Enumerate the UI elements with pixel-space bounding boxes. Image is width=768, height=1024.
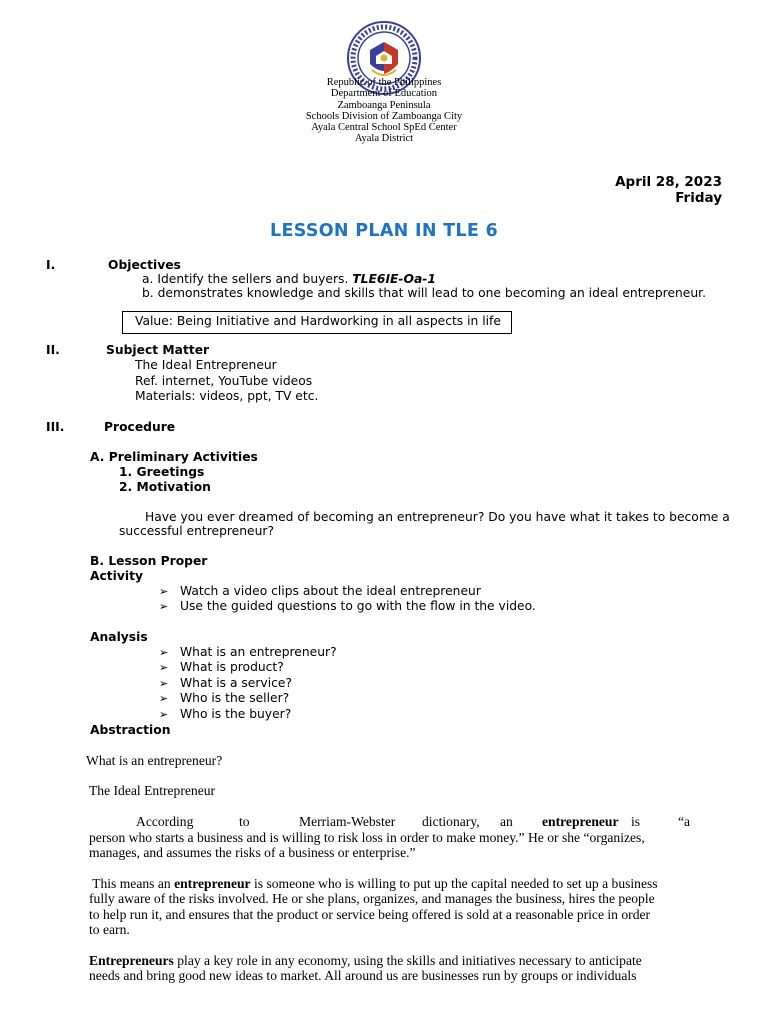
word: dictionary, (422, 814, 480, 829)
header-line: Ayala Central School SpEd Center (311, 122, 457, 134)
list-item: What is product? (180, 660, 284, 674)
section-number: II. (46, 343, 60, 357)
list-item: What is a service? (180, 676, 292, 690)
abstraction-heading: Abstraction (90, 723, 171, 737)
arrow-bullet-icon: ➢ (159, 708, 169, 721)
word: is (631, 814, 641, 829)
activity-heading: Activity (90, 569, 144, 583)
analysis-heading: Analysis (90, 630, 148, 644)
paragraph-line: fully aware of the risks involved. He or she plans, organizes, and manages the business, hires the people (89, 891, 655, 906)
header-line: Schools Division of Zamboanga City (305, 110, 463, 122)
paragraph-line: to earn. (89, 922, 130, 937)
header-line: Ayala District (354, 133, 414, 145)
arrow-bullet-icon: ➢ (159, 585, 169, 598)
preliminary-heading: A. Preliminary Activities (90, 450, 258, 464)
header-line: Republic of the Philippines (326, 77, 442, 88)
word: entrepreneur (542, 814, 619, 829)
motivation-text: successful entrepreneur? (119, 524, 274, 538)
objective-a-text: a. Identify the sellers and buyers. (142, 272, 353, 286)
text-run: play a key role in any economy, using the skills and initiatives necessary to anticipate (173, 953, 642, 968)
header-line: Zamboanga Peninsula (337, 99, 431, 111)
section-number: I. (46, 258, 56, 272)
word: According (136, 814, 194, 829)
list-item: Who is the seller? (180, 691, 290, 705)
arrow-bullet-icon: ➢ (159, 661, 169, 674)
subject-line: Materials: videos, ppt, TV etc. (135, 389, 319, 403)
objectives-heading: Objectives (108, 258, 181, 272)
paragraph-line: manages, and assumes the risks of a business or enterprise.” (89, 845, 416, 860)
value-text: Value: Being Initiative and Hardworking in all aspects in life (135, 314, 501, 328)
procedure-heading: Procedure (104, 420, 176, 434)
list-item: 2. Motivation (119, 480, 211, 494)
text-run: is someone who is willing to put up the capital needed to set up a business (250, 876, 658, 891)
value-box (122, 311, 512, 334)
arrow-bullet-icon: ➢ (159, 600, 169, 613)
word: Merriam-Webster (299, 814, 396, 829)
objective-code: TLE6IE-Oa-1 (352, 272, 436, 286)
motivation-text: Have you ever dreamed of becoming an entrepreneur? Do you have what it takes to become a (145, 510, 730, 524)
subject-line: Ref. internet, YouTube videos (135, 374, 313, 388)
word: an (500, 814, 513, 829)
paragraph-line (89, 876, 658, 892)
list-item: Use the guided questions to go with the flow in the video. (180, 599, 536, 613)
lesson-date: April 28, 2023 (615, 174, 722, 190)
paragraph-line: needs and bring good new ideas to market. All around us are businesses run by groups or individuals (89, 968, 637, 983)
objective-a (142, 272, 436, 286)
subject-heading: Subject Matter (106, 343, 210, 357)
paragraph-line: person who starts a business and is willing to risk loss in order to make money.” He or she “organizes, (89, 830, 645, 845)
section-number: III. (46, 420, 65, 434)
text-run: Entrepreneurs (89, 953, 174, 968)
list-item: Watch a video clips about the ideal entrepreneur (180, 584, 481, 598)
objective-b: b. demonstrates knowledge and skills that will lead to one becoming an ideal entrepreneur. (142, 286, 707, 300)
list-item: What is an entrepreneur? (180, 645, 337, 659)
abstraction-question: What is an entrepreneur? (86, 753, 223, 768)
text-run: entrepreneur (174, 876, 251, 891)
abstraction-subheading: The Ideal Entrepreneur (89, 783, 216, 798)
paragraph-line: to help run it, and ensures that the product or service being offered is sold at a reasonable price in order (89, 907, 651, 922)
word: “a (678, 814, 691, 829)
lesson-proper-heading: B. Lesson Proper (90, 554, 208, 568)
lesson-day: Friday (675, 190, 722, 206)
text-run: This means an (89, 876, 175, 891)
subject-line: The Ideal Entrepreneur (135, 358, 277, 372)
arrow-bullet-icon: ➢ (159, 692, 169, 705)
school-header (234, 77, 534, 145)
list-item: Who is the buyer? (180, 707, 292, 721)
arrow-bullet-icon: ➢ (159, 646, 169, 659)
list-item: 1. Greetings (119, 465, 205, 479)
word: to (239, 814, 250, 829)
paragraph-line (89, 953, 642, 969)
header-line: Department of Education (330, 88, 438, 100)
page-title: LESSON PLAN IN TLE 6 (270, 221, 498, 241)
arrow-bullet-icon: ➢ (159, 677, 169, 690)
